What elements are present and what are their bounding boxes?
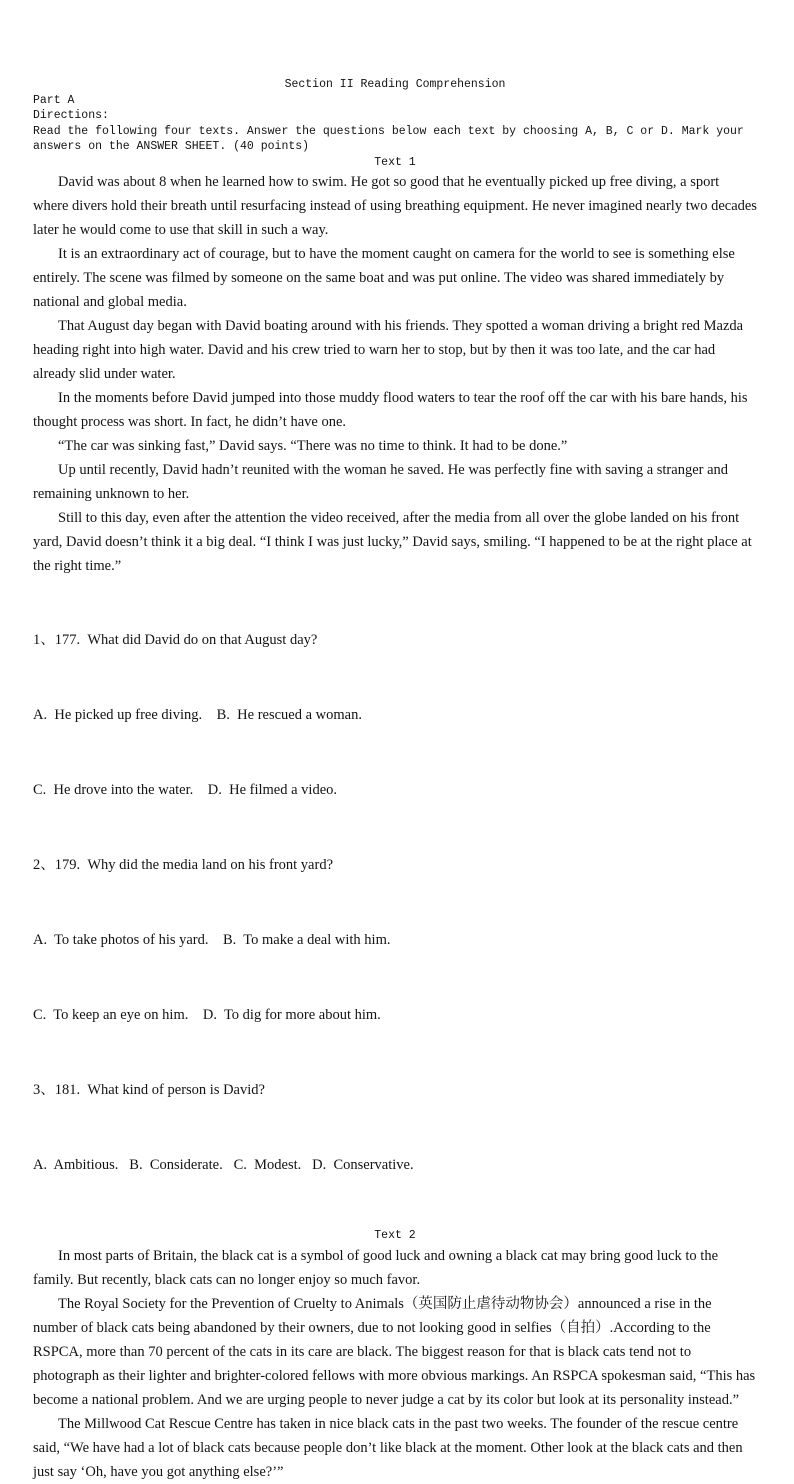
text2-body [33,1244,757,1484]
text1-heading: Text 1 [374,155,416,169]
text1-paragraph: Up until recently, David hadn’t reunited with the woman he saved. He was perfectly fine with saving a stranger and remaining unknown to her. [33,462,729,502]
question-1-options-ab: A. He picked up free diving. B. He rescued a woman. [33,707,362,723]
text1-paragraph: It is an extraordinary act of courage, but to have the moment caught on camera for the world to see is something else entirely. The scene was filmed by someone on the same boat and was put online. The video was shared immediately by national and global media. [33,246,735,310]
text1-paragraph: That August day began with David boating around with his friends. They spotted a woman driving a bright red Mazda heading right into high water. David and his crew tried to warn her to stop, but by then it was too late, and the car had already slid under water. [33,318,744,382]
question-2-options-ab: A. To take photos of his yard. B. To make a deal with him. [33,932,391,948]
text1-paragraph: “The car was sinking fast,” David says. “There was no time to think. It had to be done.” [58,438,568,454]
question-3-options-abcd: A. Ambitious. B. Considerate. C. Modest. D. Conservative. [33,1157,414,1173]
question-1: 1、177. What did David do on that August day? [33,632,318,648]
question-1-options-cd: C. He drove into the water. D. He filmed a video. [33,782,338,798]
question-3: 3、181. What kind of person is David? [33,1082,265,1098]
text1-body [33,170,757,578]
text1-questions [33,578,757,1228]
directions-label: Directions: [33,109,109,122]
text1-paragraph: David was about 8 when he learned how to swim. He got so good that he eventually picked up free diving, a sport where divers hold their breath until resurfacing instead of using breathing equipment. He never imagined nearly two decades later he would come to use that skill in such a way. [33,174,757,238]
text1-paragraph: Still to this day, even after the attention the video received, after the media from all over the globe landed on his front yard, David doesn’t think it a big deal. “I think I was just lucky,” David says, smiling. “I happened to be at the right place at the right time.” [33,510,752,574]
text2-heading: Text 2 [374,1229,416,1242]
text2-paragraph: The Royal Society for the Prevention of Cruelty to Animals（英国防止虐待动物协会）announced a rise in the number of black cats being abandoned by their owners, due to not looking good in selfies（自拍）.According to the RSPCA, more than 70 percent of the cats in its care are black. The biggest reason for that is black cats tend not to photograph as their lighter and brighter-colored fellows with more obvious markings. An RSPCA spokesman said, “This has become a national problem. And we are urging people to never judge a cat by its color but look at its personality instead.” [33,1295,756,1408]
question-2-options-cd: C. To keep an eye on him. D. To dig for more about him. [33,1007,381,1023]
question-2: 2、179. Why did the media land on his front yard? [33,857,334,873]
text2-paragraph: In most parts of Britain, the black cat is a symbol of good luck and owning a black cat may bring good luck to the family. But recently, black cats can no longer enjoy so much favor. [33,1247,719,1288]
section-title: Section II Reading Comprehension [284,78,506,91]
directions-text: Read the following four texts. Answer the questions below each text by choosing A, B, C or D. Mark your answers on the ANSWER SHEET. (40 points) [33,124,744,153]
text1-paragraph: In the moments before David jumped into those muddy flood waters to tear the roof off the car with his bare hands, his thought process was short. In fact, he didn’t have one. [33,390,748,430]
part-label: Part A [33,93,75,107]
text2-paragraph: The Millwood Cat Rescue Centre has taken in nice black cats in the past two weeks. The founder of the rescue centre said, “We have had a lot of black cats because people don’t like black at the moment. Other look at the black cats and then just say ‘Oh, have you got anything else?’” [33,1415,743,1480]
